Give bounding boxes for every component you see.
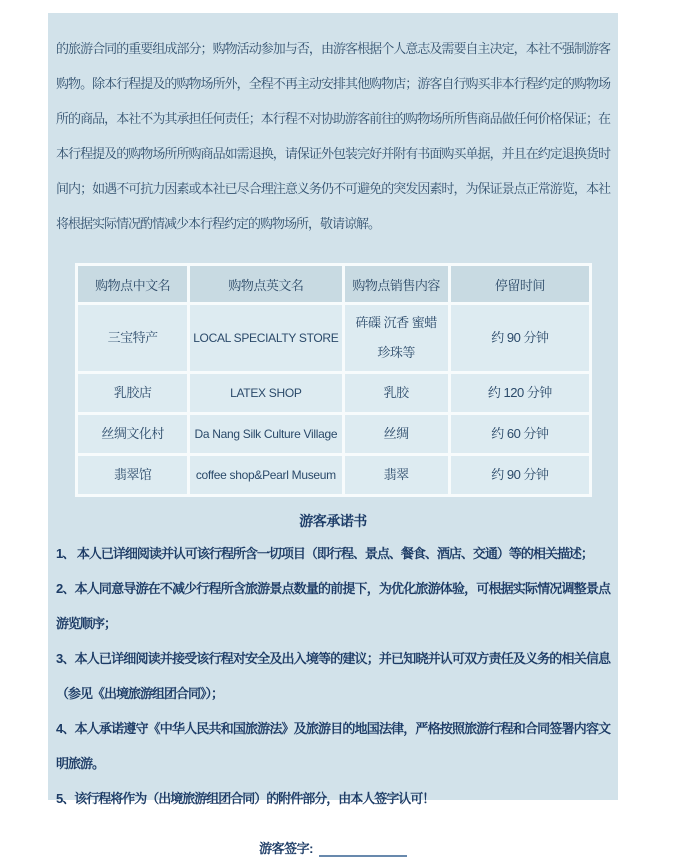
table-row bbox=[78, 456, 589, 494]
table-cell: 丝绸文化村 bbox=[78, 415, 187, 453]
commitment-items bbox=[56, 536, 610, 816]
table-cell: 翡翠 bbox=[345, 456, 448, 494]
table-cell: 三宝特产 bbox=[78, 305, 187, 371]
table-cell: 丝绸 bbox=[345, 415, 448, 453]
table-row bbox=[78, 305, 589, 371]
commitment-item: 3、本人已详细阅读并接受该行程对安全及出入境等的建议；并已知晓并认可双方责任及义务的相关信息（参见《出境旅游组团合同》）； bbox=[56, 651, 610, 701]
commitment-item: 4、本人承诺遵守《中华人民共和国旅游法》及旅游目的地国法律，严格按照旅游行程和合同签署内容文明旅游。 bbox=[56, 721, 610, 771]
table-cell: 乳胶 bbox=[345, 374, 448, 412]
document-panel bbox=[48, 13, 618, 856]
shopping-table-body bbox=[78, 305, 589, 494]
table-cell: LATEX SHOP bbox=[190, 374, 341, 412]
shopping-terms-paragraph: 的旅游合同的重要组成部分；购物活动参加与否，由游客根据个人意志及需要自主决定，本社不强制游客购物。除本行程提及的购物场所外，全程不再主动安排其他购物店；游客自行购买非本行程约定的购物场所的商品，本社不为其承担任何责任；本行程不对协助游客前往的购物场所所售商品做任何价格保证；在本行程提及的购物场所所购商品如需退换，请保证外包装完好并附有书面购买单据，并且在约定退换货时间内；如遇不可抗力因素或本社已尽合理注意义务仍不可避免的突发因素时，为保证景点正常游览，本社将根据实际情况酌情减少本行程约定的购物场所，敬请谅解。 bbox=[56, 41, 610, 231]
table-header-row bbox=[78, 266, 589, 302]
commitment-item: 5、该行程将作为（出境旅游组团合同）的附件部分，由本人签字认可！ bbox=[56, 791, 435, 806]
table-cell: 约 90 分钟 bbox=[451, 456, 589, 494]
table-cell: 乳胶店 bbox=[78, 374, 187, 412]
table-cell: coffee shop&Pearl Museum bbox=[190, 456, 341, 494]
signature-blank bbox=[319, 841, 407, 857]
table-cell: 约 90 分钟 bbox=[451, 305, 589, 371]
commitment-section bbox=[56, 511, 610, 857]
table-cell: 约 120 分钟 bbox=[451, 374, 589, 412]
commitment-title: 游客承诺书 bbox=[299, 513, 367, 529]
table-header-cell: 购物点销售内容 bbox=[345, 266, 448, 302]
table-cell: 砗磲 沉香 蜜蜡 珍珠等 bbox=[345, 305, 448, 371]
table-row bbox=[78, 415, 589, 453]
table-header-cell: 购物点中文名 bbox=[78, 266, 187, 302]
signature-row bbox=[56, 838, 610, 857]
table-header-cell: 购物点英文名 bbox=[190, 266, 341, 302]
commitment-item: 1、 本人已详细阅读并认可该行程所含一切项目（即行程、景点、餐食、酒店、交通）等的相关描述； bbox=[56, 546, 593, 561]
table-cell: 约 60 分钟 bbox=[451, 415, 589, 453]
table-header-cell: 停留时间 bbox=[451, 266, 589, 302]
signature-label: 游客签字: bbox=[259, 841, 313, 856]
table-cell: 翡翠馆 bbox=[78, 456, 187, 494]
table-cell: Da Nang Silk Culture Village bbox=[190, 415, 341, 453]
table-row bbox=[78, 374, 589, 412]
table-cell: LOCAL SPECIALTY STORE bbox=[190, 305, 341, 371]
commitment-item: 2、本人同意导游在不减少行程所含旅游景点数量的前提下，为优化旅游体验，可根据实际情况调整景点游览顺序； bbox=[56, 581, 610, 631]
shopping-table bbox=[75, 263, 592, 497]
